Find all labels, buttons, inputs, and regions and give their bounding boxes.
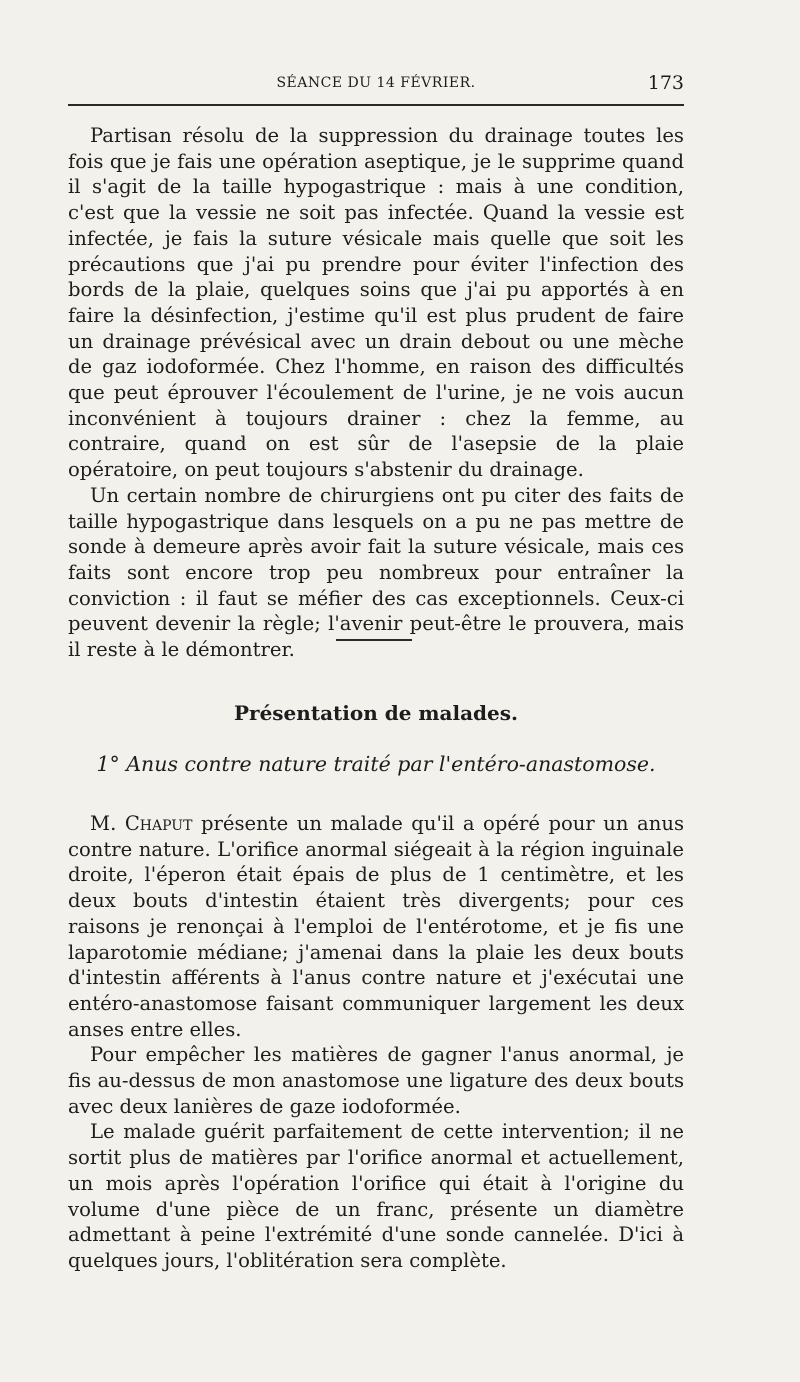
- case-report-text: [68, 811, 684, 1274]
- paragraph: Le malade guérit parfaitement de cette intervention; il ne sortit plus de matières par l'orifice anormal et actuellement, un mois après l'opération l'orifice qui était à l'origine du volume d'une pièce de un franc, présente un diamètre admettant à peine l'extrémité d'une sonde cannelée. D'ici à quelques jours, l'oblitération sera complète.: [68, 1120, 684, 1272]
- paragraph-text: présente un malade qu'il a opéré pour un anus contre nature. L'orifice anormal siégeait à la région inguinale droite, l'éperon était épais de plus de 1 centimètre, et les deux bouts d'intestin étaient très divergents; pour ces raisons je renonçai à l'emploi de l'entérotome, et je fis une laparotomie médiane; j'amenai dans la plaie les deux bouts d'intestin afférents à l'anus contre nature et j'exécutai une entéro-anastomose faisant communiquer largement les deux anses entre elles.: [68, 812, 685, 1041]
- paragraph: Partisan résolu de la suppression du drainage toutes les fois que je fais une opération aseptique, je le supprime quand il s'agit de la taille hypogastrique : mais à une condition, c'est que la vessie ne soit pas infectée. Quand la vessie est infectée, je fais la suture vésicale mais quelle que soit les précautions que j'ai pu prendre pour éviter l'infection des bords de la plaie, quelques soins que j'ai pu apportés à en faire la désinfection, j'estime qu'il est plus prudent de faire un drainage prévésical avec un drain debout ou une mèche de gaz iodoformée. Chez l'homme, en raison des difficultés que peut éprouver l'écoulement de l'urine, je ne vois aucun inconvénient à toujours drainer : chez la femme, au contraire, quand on est sûr de l'asepsie de la plaie opératoire, on peut toujours s'abstenir du drainage.: [68, 124, 684, 482]
- subsection-title: 1° Anus contre nature traité par l'entéro-anastomose.: [96, 752, 656, 776]
- intro-text: [68, 123, 684, 663]
- paragraph: [68, 811, 684, 1042]
- speaker-name: Chaput: [124, 812, 193, 835]
- section-divider: [336, 639, 412, 641]
- section-title: Présentation de malades.: [234, 701, 518, 725]
- paragraph: Un certain nombre de chirurgiens ont pu citer des faits de taille hypogastrique dans lesquels on a pu ne pas mettre de sonde à demeure après avoir fait la suture vésicale, mais ces faits sont encore trop peu nombreux pour entraîner la conviction : il faut se méfier des cas exceptionnels. Ceux-ci peuvent devenir la règle; l'avenir peut-être le prouvera, mais il reste à le démontrer.: [68, 483, 684, 662]
- page-number: 173: [647, 72, 684, 94]
- running-title: SÉANCE DU 14 FÉVRIER.: [276, 75, 476, 91]
- speaker-prefix: M.: [90, 812, 117, 835]
- paragraph: Pour empêcher les matières de gagner l'anus anormal, je fis au-dessus de mon anastomose une ligature des deux bouts avec deux lanières de gaze iodoformée.: [68, 1043, 684, 1118]
- header-rule: [68, 104, 684, 106]
- running-header: [68, 72, 684, 96]
